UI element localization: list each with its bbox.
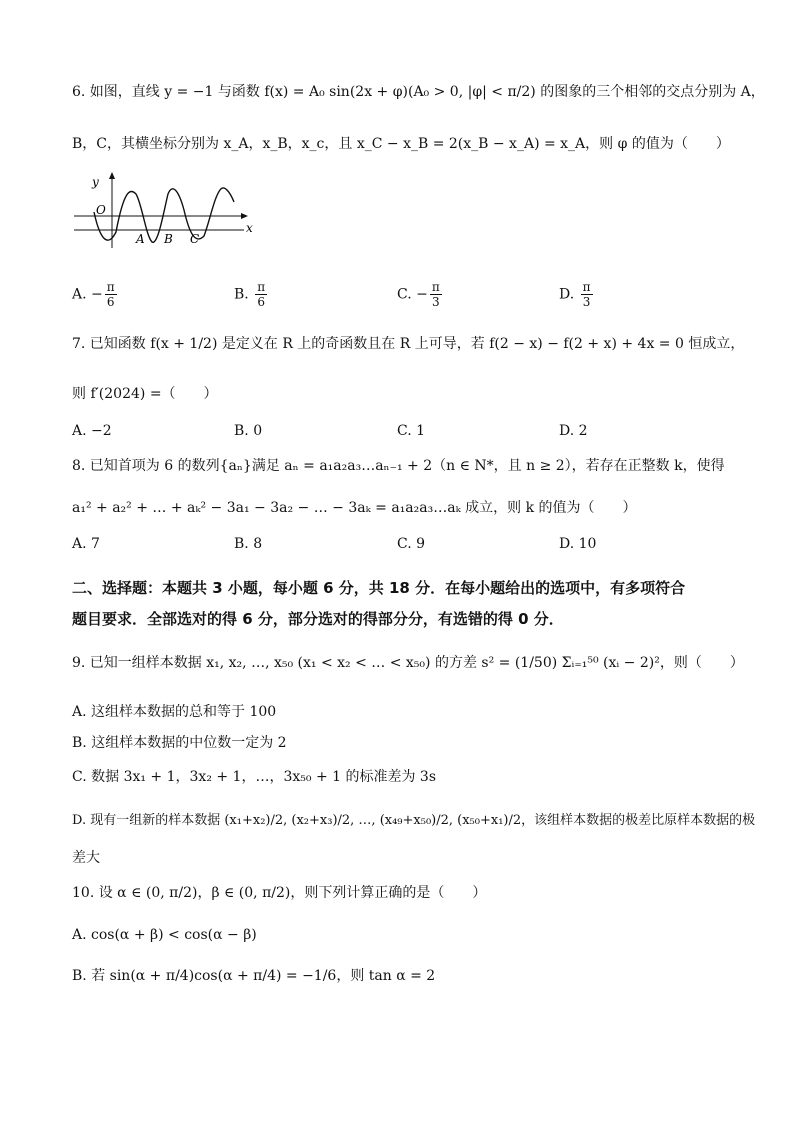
q7-option-b[interactable]: B. 0	[234, 423, 263, 439]
q6-options	[72, 272, 732, 312]
q6-stem-line1: 6. 如图，直线 y = −1 与函数 f(x) = A₀ sin(2x + φ)(A₀ > 0, |φ| < π/2) 的图象的三个相邻的交点分别为 A，	[72, 84, 765, 100]
graph-point-a: A	[136, 232, 145, 246]
q7-option-d[interactable]: D. 2	[559, 423, 588, 439]
q7-stem-line1: 7. 已知函数 f(x + 1/2) 是定义在 R 上的奇函数且在 R 上可导，若 f(2 − x) − f(2 + x) + 4x = 0 恒成立，	[72, 336, 745, 352]
option-fraction: $\frac{\pi}{6}$	[257, 280, 266, 309]
q6-option-d[interactable]	[559, 280, 595, 309]
q7-stem-line2: 则 f′(2024) =（ ）	[72, 386, 218, 402]
q8-stem-line2: a₁² + a₂² + … + aₖ² − 3a₁ − 3a₂ − … − 3aₖ = a₁a₂a₃…aₖ 成立，则 k 的值为（ ）	[72, 500, 637, 516]
option-fraction: $\frac{\pi}{3}$	[431, 280, 440, 309]
graph-x-label: x	[246, 221, 253, 235]
option-letter: D.	[559, 286, 575, 303]
q8-stem-line1: 8. 已知首项为 6 的数列{aₙ}满足 aₙ = a₁a₂a₃…aₙ₋₁ + 2（n ∈ N*，且 n ≥ 2），若存在正整数 k，使得	[72, 458, 725, 474]
section-2-heading-line1: 二、选择题：本题共 3 小题，每小题 6 分，共 18 分．在每小题给出的选项中，有多项符合	[72, 579, 686, 597]
graph-point-c: C	[190, 232, 200, 246]
q9-option-d-line2: 差大	[72, 850, 100, 866]
q8-option-c[interactable]: C. 9	[397, 536, 426, 552]
q8-option-a[interactable]: A. 7	[72, 536, 100, 552]
q6-option-b[interactable]	[234, 280, 269, 309]
option-sign: −	[416, 286, 428, 303]
q6-option-c[interactable]	[397, 280, 444, 309]
q7-option-a[interactable]: A. −2	[72, 423, 112, 439]
option-fraction: $\frac{\pi}{3}$	[582, 280, 591, 309]
q7-option-c[interactable]: C. 1	[397, 423, 426, 439]
option-letter: B.	[234, 286, 249, 303]
q8-option-d[interactable]: D. 10	[559, 536, 597, 552]
option-letter: C.	[397, 286, 412, 303]
option-letter: A.	[72, 286, 87, 303]
q10-option-b[interactable]: B. 若 sin(α + π/4)cos(α + π/4) = −1/6，则 tan α = 2	[72, 968, 436, 984]
section-2-heading-line2: 题目要求．全部选对的得 6 分，部分选对的得部分分，有选错的得 0 分．	[72, 610, 564, 628]
graph-y-label: y	[92, 175, 99, 189]
q9-option-b[interactable]: B. 这组样本数据的中位数一定为 2	[72, 735, 287, 751]
q10-stem: 10. 设 α ∈ (0, π/2)，β ∈ (0, π/2)，则下列计算正确的是（ ）	[72, 885, 487, 901]
q9-option-d-line1[interactable]: D. 现有一组新的样本数据 (x₁+x₂)/2, (x₂+x₃)/2, …, (x₄₉+x₅₀)/2, (x₅₀+x₁)/2，该组样本数据的极差比原样本数据的极	[72, 813, 756, 828]
option-fraction: $\frac{\pi}{6}$	[106, 280, 115, 309]
graph-point-b: B	[164, 232, 173, 246]
q9-stem: 9. 已知一组样本数据 x₁, x₂, …, x₅₀ (x₁ < x₂ < … < x₅₀) 的方差 s² = (1/50) Σᵢ₌₁⁵⁰ (xᵢ − 2)²，则（ ）	[72, 655, 744, 671]
option-sign: −	[91, 286, 103, 303]
q9-option-c[interactable]: C. 数据 3x₁ + 1，3x₂ + 1，…，3x₅₀ + 1 的标准差为 3s	[72, 769, 437, 785]
q10-option-a[interactable]: A. cos(α + β) < cos(α − β)	[72, 927, 257, 943]
q6-stem-line2: B，C，其横坐标分别为 x_A，x_B，x_c，且 x_C − x_B = 2(x_B − x_A) = x_A，则 φ 的值为（ ）	[72, 136, 730, 152]
q8-option-b[interactable]: B. 8	[234, 536, 263, 552]
q9-option-a[interactable]: A. 这组样本数据的总和等于 100	[72, 704, 277, 720]
q6-sine-graph	[72, 170, 252, 250]
q6-option-a[interactable]	[72, 280, 119, 309]
graph-origin-label: O	[96, 203, 106, 217]
